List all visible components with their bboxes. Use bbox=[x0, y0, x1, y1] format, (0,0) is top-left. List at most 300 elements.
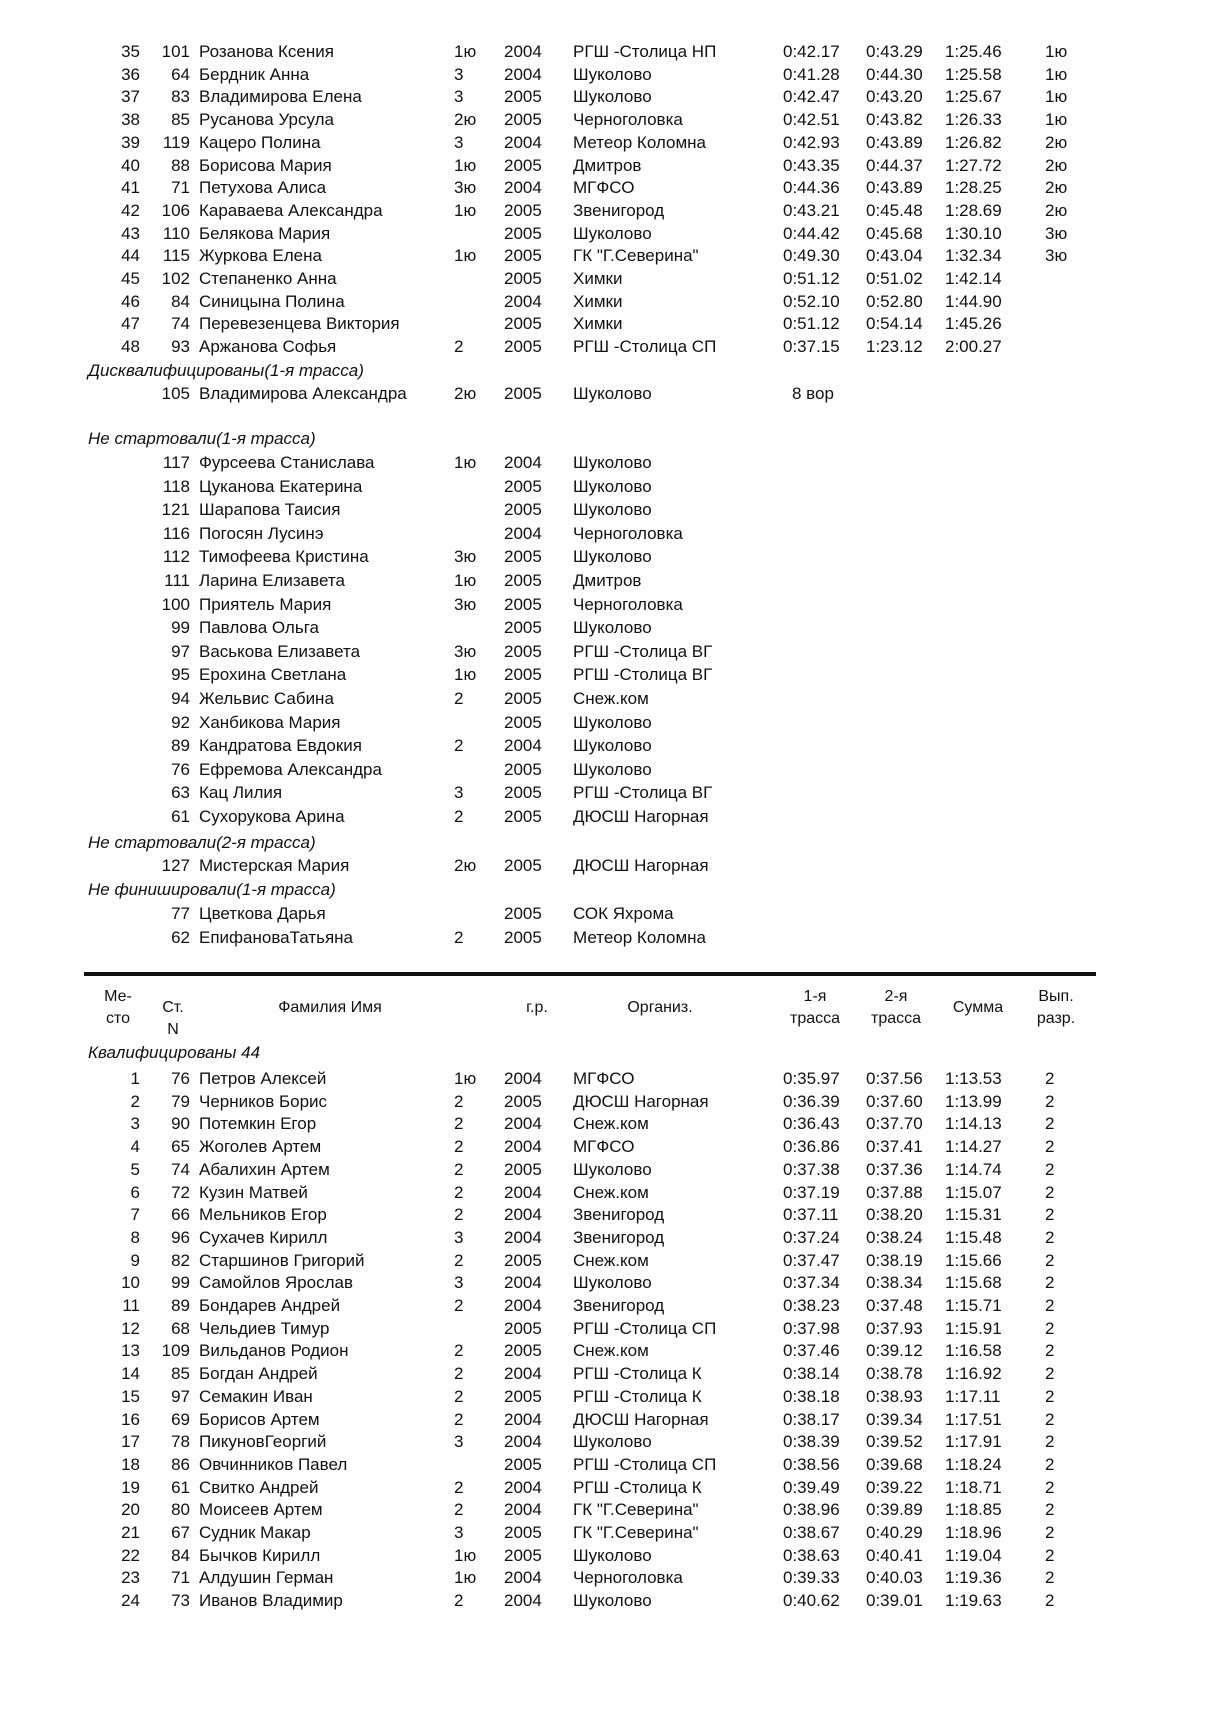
cell-t2: 0:52.80 bbox=[866, 291, 923, 311]
cell-place: 16 bbox=[121, 1409, 140, 1429]
cell-t2: 0:39.68 bbox=[866, 1454, 923, 1474]
cell-rank: 2 bbox=[454, 927, 464, 947]
cell-rank: 2 bbox=[454, 1137, 464, 1157]
cell-name: Борисова Мария bbox=[199, 155, 332, 175]
cell-place: 36 bbox=[121, 64, 140, 84]
dns-first-run-label: Не стартовали(1-я трасса) bbox=[88, 429, 316, 448]
table-row bbox=[0, 570, 1208, 592]
cell-name: Владимирова Елена bbox=[199, 87, 362, 107]
cell-year: 2004 bbox=[504, 1409, 542, 1429]
cell-org: РГШ -Столица СП bbox=[573, 337, 717, 357]
cell-rank: 1ю bbox=[454, 571, 477, 590]
cell-rank: 3 bbox=[454, 1432, 464, 1452]
cell-num: 111 bbox=[164, 571, 190, 590]
table-row bbox=[0, 1136, 1208, 1158]
cell-org: Снеж.ком bbox=[573, 689, 649, 708]
cell-t2: 0:45.68 bbox=[866, 223, 923, 243]
cell-num: 106 bbox=[161, 200, 190, 220]
cell-t2: 0:43.89 bbox=[866, 132, 923, 152]
cell-num: 61 bbox=[171, 807, 190, 826]
cell-year: 2005 bbox=[504, 641, 542, 661]
cell-name: Розанова Ксения bbox=[199, 42, 334, 61]
cell-t2: 0:37.48 bbox=[866, 1296, 923, 1315]
cell-place: 7 bbox=[130, 1205, 140, 1225]
cell-t2: 0:37.93 bbox=[866, 1318, 923, 1338]
cell-org: РГШ -Столица СП bbox=[573, 1454, 717, 1474]
cell-num: 74 bbox=[171, 314, 190, 334]
cell-place: 47 bbox=[121, 314, 140, 334]
cell-rank: 1ю bbox=[454, 1568, 477, 1588]
table-row bbox=[0, 476, 1208, 498]
header-run2-line2: трасса bbox=[870, 1010, 922, 1027]
cell-name: Павлова Ольга bbox=[199, 618, 319, 638]
cell-sum: 1:27.72 bbox=[945, 155, 1002, 175]
cell-num: 97 bbox=[171, 641, 190, 661]
cell-name: Жоголев Артем bbox=[199, 1137, 322, 1157]
cell-vyp: 2 bbox=[1045, 1114, 1055, 1134]
cell-year: 2005 bbox=[504, 1091, 542, 1111]
qualified-label: Квалифицированы 44 bbox=[88, 1043, 261, 1062]
cell-num: 85 bbox=[171, 1364, 190, 1384]
table-row bbox=[0, 336, 1208, 358]
cell-num: 68 bbox=[171, 1318, 190, 1338]
cell-vyp: 2 bbox=[1045, 1477, 1055, 1497]
cell-name: Старшинов Григорий bbox=[199, 1250, 365, 1270]
cell-num: 102 bbox=[161, 269, 190, 288]
cell-num: 99 bbox=[171, 1273, 190, 1293]
table-row bbox=[0, 782, 1208, 804]
cell-t2: 0:38.93 bbox=[866, 1386, 923, 1406]
cell-rank: 2 bbox=[454, 1182, 464, 1202]
cell-name: Самойлов Ярослав bbox=[199, 1273, 353, 1293]
cell-sum: 1:18.24 bbox=[945, 1454, 1002, 1474]
table-row bbox=[0, 1113, 1208, 1135]
cell-year: 2004 bbox=[504, 1182, 542, 1202]
cell-vyp: 3ю bbox=[1045, 246, 1068, 266]
cell-t1: 0:52.10 bbox=[783, 291, 840, 311]
header-num-line1: Ст. bbox=[162, 999, 184, 1016]
cell-year: 2004 bbox=[504, 1114, 542, 1134]
cell-name: Васькова Елизавета bbox=[199, 641, 361, 661]
cell-sum: 1:15.48 bbox=[945, 1227, 1002, 1247]
cell-rank: 2ю bbox=[454, 110, 477, 130]
cell-vyp: 2 bbox=[1045, 1454, 1055, 1474]
table-row bbox=[0, 41, 1208, 63]
cell-org: ДЮСШ Нагорная bbox=[573, 1091, 709, 1111]
cell-t2: 0:40.41 bbox=[866, 1545, 923, 1565]
cell-org: РГШ -Столица К bbox=[573, 1477, 702, 1497]
cell-num: 76 bbox=[171, 1069, 190, 1088]
cell-org: Звенигород bbox=[573, 1296, 665, 1315]
table-row bbox=[0, 712, 1208, 734]
table-row bbox=[0, 132, 1208, 154]
cell-rank: 1ю bbox=[454, 1545, 477, 1565]
header-vyp-line1: Вып. bbox=[1038, 988, 1074, 1005]
cell-num: 84 bbox=[171, 1545, 190, 1565]
cell-org: Шуколово bbox=[573, 453, 652, 472]
cell-t1: 0:51.12 bbox=[783, 269, 840, 288]
cell-org: Черноголовка bbox=[573, 110, 683, 130]
cell-rank: 3 bbox=[454, 87, 464, 107]
cell-rank: 3 bbox=[454, 783, 464, 803]
cell-num: 66 bbox=[171, 1205, 190, 1225]
cell-t2: 0:37.60 bbox=[866, 1091, 923, 1111]
table-row bbox=[0, 1272, 1208, 1294]
cell-place: 13 bbox=[121, 1341, 140, 1361]
cell-num: 62 bbox=[171, 927, 190, 947]
cell-year: 2005 bbox=[504, 783, 542, 803]
cell-year: 2004 bbox=[504, 132, 542, 152]
cell-t1: 0:37.11 bbox=[783, 1205, 839, 1225]
cell-sum: 1:19.04 bbox=[945, 1545, 1002, 1565]
cell-t2: 0:43.04 bbox=[866, 246, 923, 266]
cell-rank: 2 bbox=[454, 1341, 464, 1361]
cell-vyp: 2ю bbox=[1045, 132, 1068, 152]
cell-sum: 1:19.63 bbox=[945, 1591, 1002, 1611]
cell-rank: 1ю bbox=[454, 1069, 477, 1088]
cell-sum: 1:25.46 bbox=[945, 42, 1002, 61]
cell-rank: 3ю bbox=[454, 594, 477, 614]
cell-year: 2004 bbox=[504, 453, 542, 472]
cell-org: РГШ -Столица СП bbox=[573, 1318, 717, 1338]
cell-rank: 3 bbox=[454, 1523, 464, 1542]
cell-sum: 1:17.91 bbox=[945, 1432, 1002, 1452]
cell-org: МГФСО bbox=[573, 1069, 635, 1088]
cell-num: 69 bbox=[171, 1409, 190, 1429]
cell-t2: 0:43.82 bbox=[866, 110, 923, 130]
cell-t1: 0:38.39 bbox=[783, 1432, 840, 1452]
table-row bbox=[0, 245, 1208, 267]
table-row bbox=[0, 1386, 1208, 1408]
cell-num: 92 bbox=[171, 712, 190, 732]
cell-vyp: 1ю bbox=[1045, 87, 1068, 107]
table-row bbox=[0, 523, 1208, 545]
cell-place: 14 bbox=[121, 1364, 140, 1384]
cell-org: МГФСО bbox=[573, 1137, 635, 1157]
cell-rank: 2 bbox=[454, 1500, 464, 1520]
cell-num: 100 bbox=[161, 594, 190, 614]
cell-rank: 2 bbox=[454, 1477, 464, 1497]
cell-year: 2005 bbox=[504, 269, 542, 288]
cell-t1: 0:35.97 bbox=[783, 1069, 840, 1088]
cell-year: 2005 bbox=[504, 1523, 542, 1542]
cell-name: Кацеро Полина bbox=[199, 132, 321, 152]
cell-sum: 1:15.66 bbox=[945, 1250, 1002, 1270]
cell-year: 2004 bbox=[504, 523, 542, 543]
cell-vyp: 2ю bbox=[1045, 155, 1068, 175]
cell-num: 76 bbox=[171, 759, 190, 779]
cell-place: 20 bbox=[121, 1500, 140, 1520]
cell-place: 48 bbox=[121, 337, 140, 357]
table-row bbox=[0, 927, 1208, 949]
cell-place: 23 bbox=[121, 1568, 140, 1588]
cell-year: 2005 bbox=[504, 547, 542, 567]
cell-sum: 1:17.11 bbox=[945, 1386, 1001, 1406]
cell-t1: 0:36.39 bbox=[783, 1091, 840, 1111]
cell-year: 2005 bbox=[504, 618, 542, 638]
cell-rank: 2 bbox=[454, 1386, 464, 1406]
cell-num: 85 bbox=[171, 110, 190, 130]
cell-sum: 1:17.51 bbox=[945, 1409, 1002, 1429]
cell-org: РГШ -Столица К bbox=[573, 1364, 702, 1384]
cell-org: Шуколово bbox=[573, 476, 652, 496]
cell-t1: 0:51.12 bbox=[783, 314, 840, 334]
cell-vyp: 2 bbox=[1045, 1205, 1055, 1225]
cell-t1: 0:37.24 bbox=[783, 1227, 840, 1247]
cell-year: 2005 bbox=[504, 476, 542, 496]
cell-t2: 0:38.24 bbox=[866, 1227, 923, 1247]
table-row bbox=[0, 903, 1208, 925]
cell-vyp: 2 bbox=[1045, 1250, 1055, 1270]
cell-rank: 2 bbox=[454, 1296, 464, 1315]
cell-sum: 1:13.53 bbox=[945, 1069, 1002, 1088]
cell-year: 2004 bbox=[504, 1137, 542, 1157]
cell-sum: 1:15.71 bbox=[945, 1296, 1002, 1315]
cell-t1: 0:37.98 bbox=[783, 1318, 840, 1338]
table-row bbox=[0, 155, 1208, 177]
cell-t1: 0:43.21 bbox=[783, 200, 840, 220]
cell-year: 2004 bbox=[504, 1591, 542, 1611]
cell-t2: 0:37.70 bbox=[866, 1114, 923, 1134]
cell-num: 116 bbox=[162, 523, 190, 543]
cell-sum: 1:15.31 bbox=[945, 1205, 1002, 1225]
cell-name: Борисов Артем bbox=[199, 1409, 320, 1429]
cell-t2: 0:39.89 bbox=[866, 1500, 923, 1520]
cell-name: Моисеев Артем bbox=[199, 1500, 323, 1520]
cell-t1: 0:42.93 bbox=[783, 132, 840, 152]
table-row bbox=[0, 452, 1208, 474]
cell-t2: 0:37.36 bbox=[866, 1159, 923, 1179]
cell-t1: 0:37.47 bbox=[783, 1250, 840, 1270]
cell-name: Семакин Иван bbox=[199, 1386, 313, 1406]
cell-place: 9 bbox=[130, 1250, 140, 1270]
cell-sum: 1:14.13 bbox=[945, 1114, 1002, 1134]
cell-place: 41 bbox=[121, 178, 140, 198]
cell-name: Ерохина Светлана bbox=[199, 665, 347, 685]
cell-year: 2005 bbox=[504, 87, 542, 107]
cell-year: 2004 bbox=[504, 1364, 542, 1384]
cell-name: Черников Борис bbox=[199, 1091, 328, 1111]
cell-name: Сухорукова Арина bbox=[199, 807, 345, 826]
cell-name: Кац Лилия bbox=[199, 783, 283, 803]
cell-sum: 1:30.10 bbox=[945, 223, 1002, 243]
cell-name: Петров Алексей bbox=[199, 1069, 327, 1088]
cell-org: Дмитров bbox=[573, 571, 642, 590]
cell-sum: 1:16.92 bbox=[945, 1364, 1002, 1384]
cell-num: 94 bbox=[171, 689, 190, 708]
cell-rank: 2 bbox=[454, 807, 464, 826]
cell-name: Чельдиев Тимур bbox=[199, 1318, 330, 1338]
cell-t2: 0:38.78 bbox=[866, 1364, 923, 1384]
cell-name: Цветкова Дарья bbox=[199, 904, 326, 923]
cell-org: ДЮСШ Нагорная bbox=[573, 807, 709, 826]
cell-name: Тимофеева Кристина bbox=[199, 547, 369, 567]
table-row bbox=[0, 1545, 1208, 1567]
cell-name: Русанова Урсула bbox=[199, 110, 334, 130]
cell-vyp: 2 bbox=[1045, 1273, 1055, 1293]
cell-num: 99 bbox=[171, 618, 190, 638]
cell-vyp: 2 bbox=[1045, 1296, 1055, 1315]
dnf-first-run-label: Не финишировали(1-я трасса) bbox=[88, 880, 336, 899]
cell-t1: 0:43.35 bbox=[783, 155, 840, 175]
cell-t2: 1:23.12 bbox=[866, 337, 923, 357]
cell-vyp: 2 bbox=[1045, 1568, 1055, 1588]
table-row bbox=[0, 688, 1208, 710]
cell-place: 37 bbox=[121, 87, 140, 107]
cell-sum: 1:14.74 bbox=[945, 1159, 1002, 1179]
header-name: Фамилия Имя bbox=[278, 999, 382, 1016]
cell-place: 35 bbox=[121, 42, 140, 61]
cell-name: Ларина Елизавета bbox=[199, 571, 345, 590]
table-row bbox=[0, 1091, 1208, 1113]
cell-year: 2004 bbox=[504, 1205, 542, 1225]
cell-name: Судник Макар bbox=[199, 1523, 311, 1542]
cell-t1: 0:42.51 bbox=[783, 110, 840, 130]
cell-org: Черноголовка bbox=[573, 1568, 683, 1588]
cell-place: 45 bbox=[121, 269, 140, 288]
cell-num: 121 bbox=[161, 500, 190, 520]
cell-year: 2005 bbox=[504, 337, 542, 357]
cell-t2: 0:51.02 bbox=[866, 269, 923, 288]
cell-place: 44 bbox=[121, 246, 140, 266]
cell-num: 95 bbox=[171, 665, 190, 685]
cell-rank: 1ю bbox=[454, 246, 477, 266]
table-row bbox=[0, 1522, 1208, 1544]
cell-t1: 0:44.36 bbox=[783, 178, 840, 198]
cell-rank: 1ю bbox=[454, 42, 477, 61]
cell-name: Синицына Полина bbox=[199, 291, 345, 311]
header-place-line1: Ме- bbox=[104, 988, 132, 1005]
cell-vyp: 2 bbox=[1045, 1182, 1055, 1202]
cell-name: Вильданов Родион bbox=[199, 1341, 349, 1361]
cell-num: 90 bbox=[171, 1114, 190, 1134]
cell-sum: 1:28.69 bbox=[945, 200, 1002, 220]
cell-rank: 3 bbox=[454, 132, 464, 152]
cell-year: 2004 bbox=[504, 64, 542, 84]
cell-t2: 0:39.01 bbox=[866, 1591, 923, 1611]
header-sum: Сумма bbox=[952, 999, 1004, 1016]
table-row bbox=[0, 1499, 1208, 1521]
cell-vyp: 1ю bbox=[1045, 110, 1068, 130]
cell-t2: 0:43.29 bbox=[866, 42, 923, 61]
cell-t1: 0:38.18 bbox=[783, 1386, 840, 1406]
table-row bbox=[0, 1454, 1208, 1476]
cell-place: 12 bbox=[121, 1318, 140, 1338]
cell-rank: 2 bbox=[454, 1205, 464, 1225]
cell-num: 65 bbox=[171, 1137, 190, 1157]
header-start-number bbox=[150, 997, 196, 1041]
cell-org: Черноголовка bbox=[573, 594, 683, 614]
cell-num: 63 bbox=[171, 783, 190, 803]
table-row bbox=[0, 1204, 1208, 1226]
cell-name: Аржанова Софья bbox=[199, 337, 337, 357]
cell-org: РГШ -Столица ВГ bbox=[573, 665, 713, 685]
cell-year: 2005 bbox=[504, 155, 542, 175]
cell-num: 67 bbox=[171, 1523, 190, 1542]
cell-num: 101 bbox=[161, 42, 190, 61]
cell-num: 86 bbox=[171, 1454, 190, 1474]
cell-place: 2 bbox=[130, 1091, 140, 1111]
cell-rank: 1ю bbox=[454, 453, 477, 472]
cell-place: 11 bbox=[122, 1296, 140, 1315]
cell-org: РГШ -Столица ВГ bbox=[573, 641, 713, 661]
cell-name: Сухачев Кирилл bbox=[199, 1227, 328, 1247]
cell-num: 89 bbox=[171, 736, 190, 756]
cell-t2: 0:39.34 bbox=[866, 1409, 923, 1429]
cell-t2: 0:43.20 bbox=[866, 87, 923, 107]
cell-t1: 0:38.56 bbox=[783, 1454, 840, 1474]
cell-sum: 1:28.25 bbox=[945, 178, 1002, 198]
cell-vyp: 1ю bbox=[1045, 42, 1068, 61]
cell-org: Снеж.ком bbox=[573, 1250, 649, 1270]
cell-sum: 1:18.96 bbox=[945, 1523, 1002, 1542]
cell-t1: 0:36.43 bbox=[783, 1114, 840, 1134]
cell-rank: 1ю bbox=[454, 665, 477, 685]
cell-t1: 0:38.96 bbox=[783, 1500, 840, 1520]
cell-sum: 1:13.99 bbox=[945, 1091, 1002, 1111]
cell-num: 77 bbox=[171, 904, 190, 923]
table-row bbox=[0, 594, 1208, 616]
header-place bbox=[96, 986, 140, 1030]
cell-t2: 0:37.56 bbox=[866, 1069, 923, 1088]
cell-rank: 2 bbox=[454, 736, 464, 756]
cell-num: 119 bbox=[162, 132, 190, 152]
table-row bbox=[0, 1477, 1208, 1499]
table-row bbox=[0, 1159, 1208, 1181]
cell-name: Приятель Мария bbox=[199, 594, 332, 614]
cell-vyp: 2 bbox=[1045, 1500, 1055, 1520]
header-run1 bbox=[775, 986, 855, 1030]
header-run1-line2: трасса bbox=[789, 1010, 841, 1027]
cell-org: Шуколово bbox=[573, 712, 652, 732]
cell-year: 2005 bbox=[504, 384, 542, 403]
cell-year: 2005 bbox=[504, 571, 542, 590]
cell-t1: 0:49.30 bbox=[783, 246, 840, 266]
table-row bbox=[0, 806, 1208, 828]
cell-sum: 1:25.58 bbox=[945, 64, 1002, 84]
cell-place: 3 bbox=[130, 1114, 140, 1134]
cell-rank: 2ю bbox=[454, 856, 477, 875]
cell-name: Кандратова Евдокия bbox=[199, 736, 362, 756]
table-row bbox=[0, 1227, 1208, 1249]
cell-year: 2004 bbox=[504, 1296, 542, 1315]
table-row bbox=[0, 1318, 1208, 1340]
cell-name: Жельвис Сабина bbox=[199, 689, 334, 708]
cell-sum: 1:32.34 bbox=[945, 246, 1002, 266]
cell-vyp: 1ю bbox=[1045, 64, 1068, 84]
cell-num: 71 bbox=[171, 178, 190, 198]
cell-name: Погосян Лусинэ bbox=[199, 523, 324, 543]
cell-year: 2005 bbox=[504, 712, 542, 732]
table-row bbox=[0, 86, 1208, 108]
cell-year: 2005 bbox=[504, 1341, 542, 1361]
cell-vyp: 2 bbox=[1045, 1591, 1055, 1611]
cell-rank: 3 bbox=[454, 1227, 464, 1247]
cell-org: Шуколово bbox=[573, 1273, 652, 1293]
table-row bbox=[0, 291, 1208, 313]
cell-t2: 0:40.29 bbox=[866, 1523, 923, 1542]
cell-vyp: 2 bbox=[1045, 1318, 1055, 1338]
cell-name: Владимирова Александра bbox=[199, 384, 407, 403]
cell-num: 61 bbox=[171, 1477, 190, 1497]
cell-year: 2005 bbox=[504, 500, 542, 520]
cell-place: 39 bbox=[121, 132, 140, 152]
cell-year: 2004 bbox=[504, 291, 542, 311]
cell-year: 2005 bbox=[504, 314, 542, 334]
cell-year: 2004 bbox=[504, 1273, 542, 1293]
cell-num: 109 bbox=[161, 1341, 190, 1361]
cell-org: Метеор Коломна bbox=[573, 132, 707, 152]
